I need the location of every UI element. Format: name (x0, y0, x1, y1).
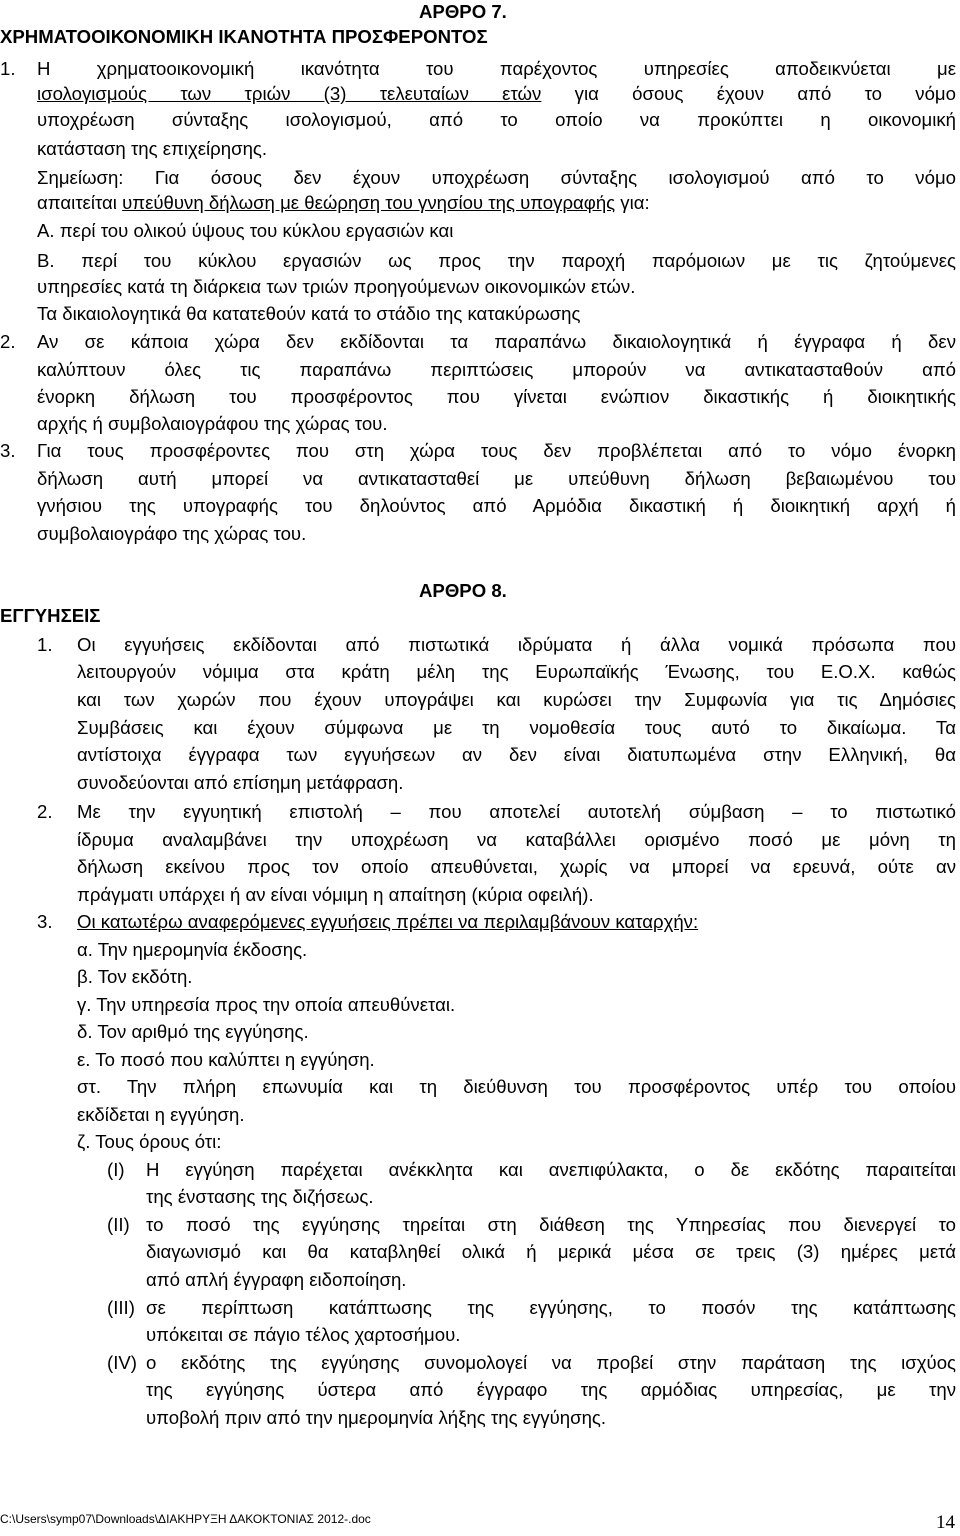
list-item: δ. Τον αριθμό της εγγύησης. (77, 1021, 309, 1042)
text-line: συνοδεύονται από επίσημη μετάφραση. (77, 772, 404, 793)
list-item: α. Την ημερομηνία έκδοσης. (77, 939, 308, 960)
paragraph-number: 2. (0, 331, 16, 352)
list-item: γ. Την υπηρεσία προς την οποία απευθύνεται. (77, 994, 456, 1015)
text-line: λειτουργούν νόμιμα στα κράτη μέλη της Ευρωπαϊκής Ένωσης, του Ε.Ο.Χ. καθώς (77, 661, 956, 682)
list-item: β. Τον εκδότη. (77, 966, 193, 987)
text-line: συμβολαιογράφο της χώρας του. (37, 523, 307, 544)
note-end: Τα δικαιολογητικά θα κατατεθούν κατά το στάδιο της κατακύρωσης (37, 303, 581, 324)
underlined-text: ισολογισμούς των τριών (3) τελευταίων ετών (37, 83, 542, 104)
sub-item-label: (ΙV) (107, 1352, 137, 1373)
sub-item-text: ο εκδότης της εγγύησης συνομολογεί να προβεί στην παράταση της ισχύος (146, 1352, 956, 1373)
text-line: αρχής ή συμβολαιογράφου της χώρας του. (37, 413, 388, 434)
paragraph-number: 1. (37, 634, 53, 655)
underlined-text: υπεύθυνη δήλωση με θεώρηση του γνησίου της υπογραφής (122, 192, 616, 213)
note-item-b: υπηρεσίες κατά τη διάρκεια των τριών προηγούμενων οικονομικών ετών. (37, 276, 636, 297)
text-line: Η χρηματοοικονομική ικανότητα του παρέχοντος υπηρεσίες αποδεικνύεται με (37, 58, 956, 79)
footer-file-path: C:\Users\symp07\Downloads\ΔΙΑΚΗΡΥΞΗ ΔΑΚΟΚΤΟΝΙΑΣ 2012-.doc (0, 1512, 371, 1526)
article-8-title: ΑΡΘΡΟ 8. (419, 580, 507, 601)
paragraph-number: 3. (0, 440, 16, 461)
text-line: Οι εγγυήσεις εκδίδονται από πιστωτικά ιδρύματα ή άλλα νομικά πρόσωπα που (77, 634, 956, 655)
note-line: Σημείωση: Για όσους δεν έχουν υποχρέωση σύνταξης ισολογισμού από το νόμο (37, 167, 956, 188)
text-line: κατάσταση της επιχείρησης. (37, 138, 268, 159)
underlined-text: Οι κατωτέρω αναφερόμενες εγγυήσεις πρέπει να περιλαμβάνουν καταρχήν: (77, 911, 699, 932)
text-line: και των χωρών που έχουν υπογράψει και κυρώσει την Συμφωνία για τις Δημόσιες (77, 689, 956, 710)
note-item-a: Α. περί του ολικού ύψους του κύκλου εργασιών και (37, 220, 454, 241)
text-line: Για τους προσφέροντες που στη χώρα τους δεν προβλέπεται από το νόμο ένορκη (37, 440, 956, 461)
article-7-title: ΑΡΘΡΟ 7. (419, 1, 507, 22)
text-line (37, 82, 956, 106)
note-line (37, 191, 650, 215)
text-span: για: (615, 192, 650, 213)
text-span: απαιτείται (37, 192, 123, 213)
sub-item-text: διαγωνισμό και θα καταβληθεί ολικά ή μερικά μέσα σε τρεις (3) ημέρες μετά (146, 1241, 956, 1262)
sub-item-label: (Ι) (107, 1159, 125, 1180)
article-7-heading: ΧΡΗΜΑΤΟΟΙΚΟΝΟΜΙΚΗ ΙΚΑΝΟΤΗΤΑ ΠΡΟΣΦΕΡΟΝΤΟΣ (0, 26, 488, 47)
text-line: πράγματι υπάρχει ή αν είναι νόμιμη η απαίτηση (κύρια οφειλή). (77, 884, 594, 905)
list-item: στ. Την πλήρη επωνυμία και τη διεύθυνση του προσφέροντος υπέρ του οποίου (77, 1076, 956, 1097)
text-line: ίδρυμα αναλαμβάνει την υποχρέωση να καταβάλλει ορισμένο ποσό με μόνη τη (77, 829, 956, 850)
sub-item-text: Η εγγύηση παρέχεται ανέκκλητα και ανεπιφύλακτα, ο δε εκδότης παραιτείται (146, 1159, 956, 1180)
article-8-heading: ΕΓΓΥΗΣΕΙΣ (0, 605, 101, 626)
sub-item-text: σε περίπτωση κατάπτωσης της εγγύησης, το ποσόν της κατάπτωσης (146, 1297, 956, 1318)
note-item-b: Β. περί του κύκλου εργασιών ως προς την παροχή παρόμοιων με τις ζητούμενες (37, 250, 956, 271)
page-number: 14 (936, 1512, 955, 1533)
list-item: ε. Το ποσό που καλύπτει η εγγύηση. (77, 1049, 375, 1070)
sub-item-label: (ΙΙΙ) (107, 1297, 135, 1318)
sub-item-text: της ένστασης της διζήσεως. (146, 1186, 374, 1207)
text-line: Συμβάσεις και έχουν σύμφωνα με τη νομοθεσία τους αυτό το δικαίωμα. Τα (77, 717, 956, 738)
paragraph-number: 1. (0, 58, 16, 79)
sub-item-text: υπόκειται σε πάγιο τέλος χαρτοσήμου. (146, 1324, 461, 1345)
sub-item-text: από απλή έγγραφη ειδοποίηση. (146, 1269, 407, 1290)
text-line: Αν σε κάποια χώρα δεν εκδίδονται τα παραπάνω δικαιολογητικά ή έγγραφα ή δεν (37, 331, 956, 352)
sub-item-text: της εγγύησης ύστερα από έγγραφο της αρμόδιας υπηρεσίας, με την (146, 1379, 956, 1400)
text-line: καλύπτουν όλες τις παραπάνω περιπτώσεις μπορούν να αντικατασταθούν από (37, 359, 956, 380)
text-span: για όσους έχουν από το νόμο (541, 83, 956, 104)
text-line: δήλωση αυτή μπορεί να αντικατασταθεί με υπεύθυνη δήλωση βεβαιωμένου του (37, 468, 956, 489)
sub-item-text: το ποσό της εγγύησης τηρείται στη διάθεση της Υπηρεσίας που διενεργεί το (146, 1214, 956, 1235)
sub-item-text: υποβολή πριν από την ημερομηνία λήξης της εγγύησης. (146, 1407, 607, 1428)
list-item: εκδίδεται η εγγύηση. (77, 1104, 245, 1125)
text-line: αντίστοιχα έγγραφα των εγγυήσεων αν δεν είναι διατυπωμένα στην Ελληνική, θα (77, 744, 956, 765)
paragraph-number: 2. (37, 801, 53, 822)
text-line: δήλωση εκείνου προς τον οποίο απευθύνεται, χωρίς να μπορεί να ερευνά, ούτε αν (77, 856, 956, 877)
text-line: Με την εγγυητική επιστολή – που αποτελεί αυτοτελή σύμβαση – το πιστωτικό (77, 801, 956, 822)
text-line: υποχρέωση σύνταξης ισολογισμού, από το οποίο να προκύπτει η οικονομική (37, 109, 956, 130)
paragraph-number: 3. (37, 911, 53, 932)
list-item: ζ. Τους όρους ότι: (77, 1131, 222, 1152)
text-line: ένορκη δήλωση του προσφέροντος που γίνεται ενώπιον δικαστικής ή διοικητικής (37, 386, 956, 407)
sub-item-label: (ΙΙ) (107, 1214, 130, 1235)
text-line: γνήσιου της υπογραφής του δηλούντος από Αρμόδια δικαστική ή διοικητική αρχή ή (37, 495, 956, 516)
